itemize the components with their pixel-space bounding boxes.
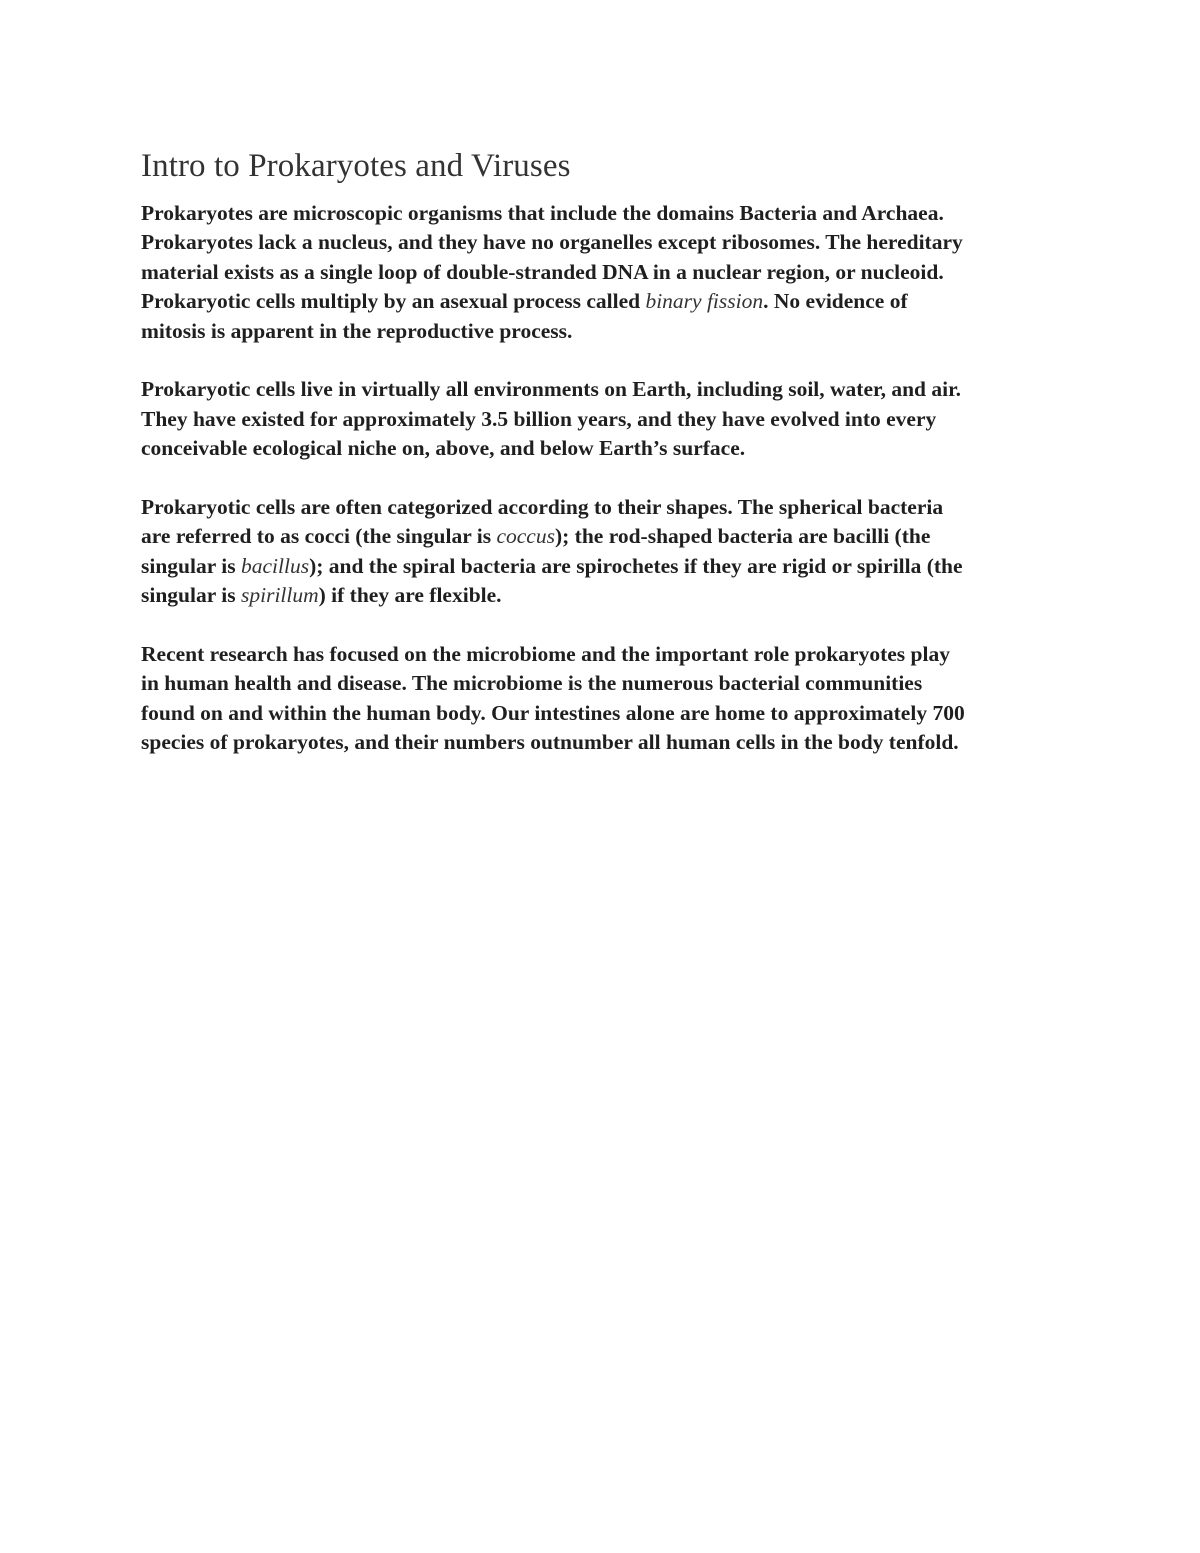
text-line: Prokaryotic cells multiply by an asexual process called binary fission. No evidence of xyxy=(141,289,908,314)
document-title: Intro to Prokaryotes and Viruses xyxy=(141,148,571,184)
paragraph-1 xyxy=(141,199,1071,346)
text-line: are referred to as cocci (the singular is coccus); the rod-shaped bacteria are bacilli (the xyxy=(141,524,931,549)
text-line: Recent research has focused on the microbiome and the important role prokaryotes play xyxy=(141,642,950,667)
text-line: conceivable ecological niche on, above, and below Earth’s surface. xyxy=(141,436,746,461)
text-line: mitosis is apparent in the reproductive process. xyxy=(141,318,573,343)
italic-term: coccus xyxy=(496,524,555,549)
text-line: Prokaryotic cells are often categorized according to their shapes. The spherical bacteria xyxy=(141,495,944,520)
text-line: in human health and disease. The microbiome is the numerous bacterial communities xyxy=(141,671,923,696)
text-line: Prokaryotic cells live in virtually all environments on Earth, including soil, water, and air. xyxy=(141,377,962,402)
text-line: Prokaryotes lack a nucleus, and they have no organelles except ribosomes. The hereditary xyxy=(141,230,963,255)
text-line: singular is bacillus); and the spiral bacteria are spirochetes if they are rigid or spirilla (the xyxy=(141,553,963,578)
text-line: found on and within the human body. Our intestines alone are home to approximately 700 xyxy=(141,700,965,725)
paragraph-2 xyxy=(141,375,1071,463)
text-line: material exists as a single loop of double-stranded DNA in a nuclear region, or nucleoid. xyxy=(141,259,944,284)
text-line: species of prokaryotes, and their numbers outnumber all human cells in the body tenfold. xyxy=(141,730,959,755)
italic-term: bacillus xyxy=(240,553,310,578)
text-line: They have existed for approximately 3.5 billion years, and they have evolved into every xyxy=(141,406,937,431)
paragraph-4 xyxy=(141,640,1071,758)
document-body xyxy=(141,146,1071,787)
italic-term: spirillum xyxy=(240,583,319,608)
paragraph-3 xyxy=(141,493,1071,611)
text-line: singular is spirillum) if they are flexible. xyxy=(141,583,502,608)
italic-term: binary fission xyxy=(645,289,764,314)
text-line: Prokaryotes are microscopic organisms that include the domains Bacteria and Archaea. xyxy=(141,201,944,225)
